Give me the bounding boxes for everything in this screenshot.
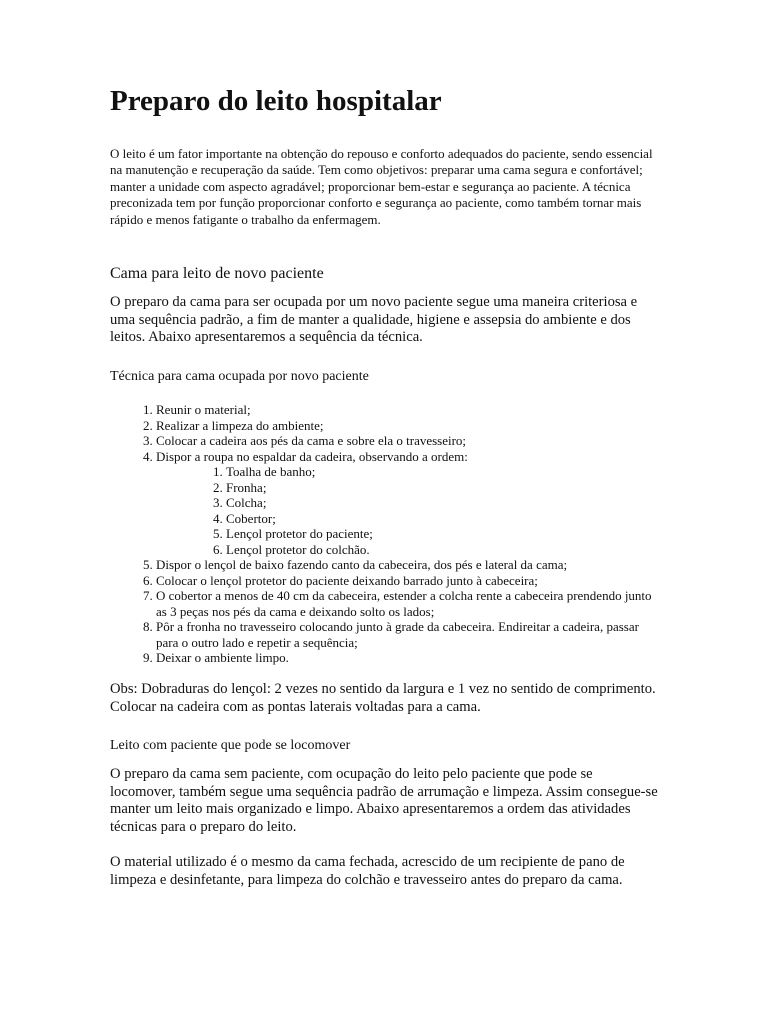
section-heading-new-patient-bed: Cama para leito de novo paciente [110, 265, 324, 282]
sublist-item: 2. Fronha; [226, 480, 658, 496]
list-item: 3. Colocar a cadeira aos pés da cama e sobre ela o travesseiro; [156, 433, 658, 449]
sublist-item: 4. Cobertor; [226, 511, 658, 527]
linen-order-sublist [156, 464, 658, 557]
section-heading-mobile-patient: Leito com paciente que pode se locomover [110, 738, 351, 753]
new-patient-bed-paragraph: O preparo da cama para ser ocupada por um novo paciente segue uma maneira criteriosa e uma sequência padrão, a fim de manter a qualidade, higiene e assepsia do ambiente e dos leitos. Abaixo apresentaremos a sequência da técnica. [110, 294, 638, 346]
technique-steps-list [110, 402, 658, 666]
intro-paragraph: O leito é um fator importante na obtenção do repouso e conforto adequados do paciente, sendo essencial na manutenção e recuperação da saúde. Tem como objetivos: preparar uma cama segura e confortável; manter a unidade com aspecto agradável; proporcionar bem-estar e segurança ao paciente. A técnica preconizada tem por função proporcionar conforto e segurança ao paciente, como também tornar mais rápido e menos fatigante o trabalho da enfermagem. [110, 146, 653, 227]
obs-paragraph: Obs: Dobraduras do lençol: 2 vezes no sentido da largura e 1 vez no sentido de comprimento. Colocar na cadeira com as pontas laterais voltadas para a cama. [110, 681, 656, 715]
sublist-item: 3. Colcha; [226, 495, 658, 511]
material-paragraph: O material utilizado é o mesmo da cama fechada, acrescido de um recipiente de pano de limpeza e desinfetante, para limpeza do colchão e travesseiro antes do preparo da cama. [110, 854, 625, 888]
list-item: 9. Deixar o ambiente limpo. [156, 650, 658, 666]
mobile-patient-paragraph: O preparo da cama sem paciente, com ocupação do leito pelo paciente que pode se locomover, também segue uma sequência padrão de arrumação e limpeza. Assim consegue-se manter um leito mais organizado e limpo. Abaixo apresentaremos a ordem das atividades técnicas para o preparo do leito. [110, 766, 658, 835]
list-item-text: Dispor a roupa no espaldar da cadeira, observando a ordem: [156, 448, 468, 464]
list-item: 2. Realizar a limpeza do ambiente; [156, 418, 658, 434]
sublist-item: 1. Toalha de banho; [226, 464, 658, 480]
sublist-item: 5. Lençol protetor do paciente; [226, 526, 658, 542]
page-title: Preparo do leito hospitalar [110, 85, 442, 117]
list-item [156, 449, 658, 558]
list-item: 6. Colocar o lençol protetor do paciente deixando barrado junto à cabeceira; [156, 573, 658, 589]
list-item: 8. Pôr a fronha no travesseiro colocando junto à grade da cabeceira. Endireitar a cadeira, passar para o outro lado e repetir a sequência; [156, 619, 658, 650]
list-item: 7. O cobertor a menos de 40 cm da cabeceira, estender a colcha rente a cabeceira prendendo junto as 3 peças nos pés da cama e deixando solto os lados; [156, 588, 658, 619]
list-item: 1. Reunir o material; [156, 402, 658, 418]
technique-heading: Técnica para cama ocupada por novo paciente [110, 369, 369, 384]
sublist-item: 6. Lençol protetor do colchão. [226, 542, 658, 558]
list-item: 5. Dispor o lençol de baixo fazendo canto da cabeceira, dos pés e lateral da cama; [156, 557, 658, 573]
